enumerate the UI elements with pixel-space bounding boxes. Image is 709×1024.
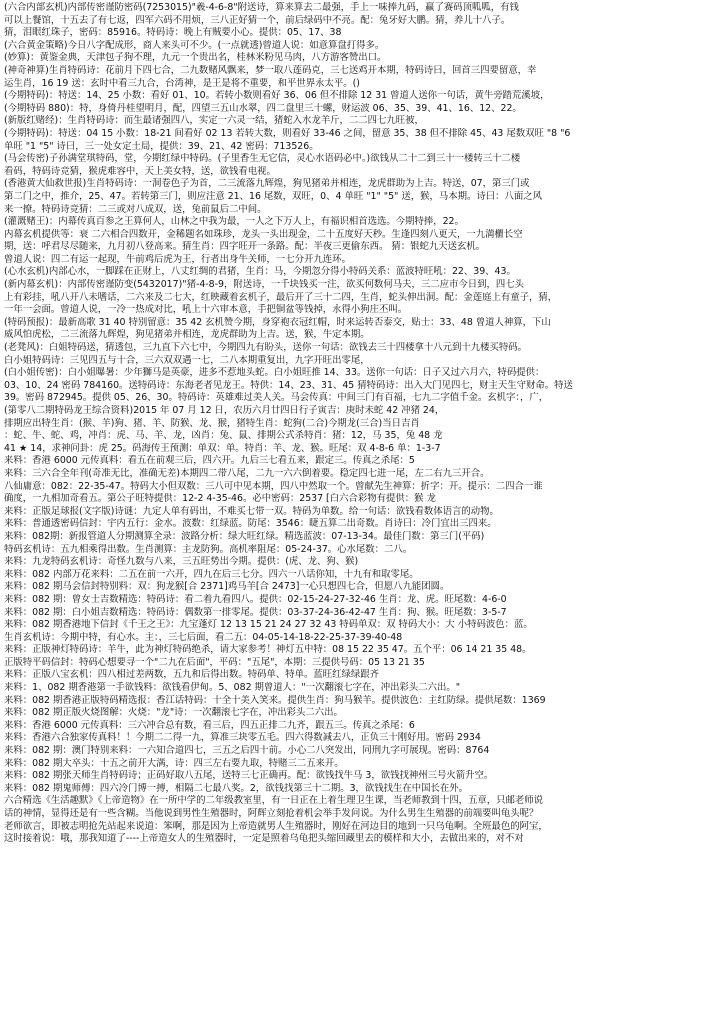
text-line: 老师欲言，即被志明抢先站起来说道：笨啊，那是因为上帝造就男人生殖器时，刚好在河边目的地到一只乌龟啊。全班最色的阿宝， — [4, 820, 548, 832]
text-line: 来料：香港六合独家传真料！！今期二二得一九，算准三块零五毛。四六得数减去八，正负三十刚好用。密码 2934 — [4, 732, 481, 744]
text-line: (今期特码 880)：特，身倚丹桂望明月，配，四望三五山水翠，四二盘里三十螺，财运波 06、35、39、41、16、12、22。 — [4, 102, 522, 114]
text-line: 41 ★ 14，求神问卦：虎 25。码海传王预测：单双：单。特肖：羊、龙、猴。旺尾：双 4-8-6 单：1-3-7 — [4, 442, 441, 454]
text-line: 来料：香港 6000 元传真料：三六冲合总有数，看三后，四五正排二九齐，跟五三。传真之杀尾：6 — [4, 719, 415, 731]
text-line: 内幕玄机提供等：衰 二六相合四数开，金稀题名如珠珍，龙头一头出现金，二十五度好天秒。生逢四刻八更天，一九満櫃长空 — [4, 228, 523, 240]
text-line: 来料：正版八宝玄机：四八相过差两数，五九和后得出数。特码单、特单。蓝旺红绿绿跟齐 — [4, 669, 380, 681]
text-line: 特码玄机诗：五九相乘得出数。生肖测算：主龙防狗。高机率阻尾：05-24-37。心水尾数：二八。 — [4, 543, 413, 555]
text-line: (今期特码)：特送：04 15 小数：18-21 间看好 02 13 若转大数，则看好 33-46 之间，留意 35、38 但不排除 45、43 尾数双旺 "8 "6 — [4, 127, 571, 139]
text-line: 运生肖，16 19 送：玄时中看三九合，台湾神，是王是将不重要，和平世界永太平。() — [4, 77, 360, 89]
text-line: 看码，特码诗竞猜，猴虎难容中，天上美女特，送，欲钱看电视。 — [4, 165, 276, 177]
text-line: 来料：九龙特码玄机诗：奇怪九数与八来，三五旺势出今期。提供：(虎、龙、狗、猴) — [4, 556, 359, 568]
text-line: 来料：1、082 期香港第一手欲钱料：欲钱看伊甸。5、082 期曾道人："一次翻滚七字在，冲出彩头二六出。" — [4, 682, 461, 694]
text-line: 这时接着说：哦，那我知道了----上帝造女人的生殖器时，一定是照着乌龟把头缩回藏里去的模样和大小，去做出来的，对不对 — [4, 833, 524, 845]
text-line: (心水玄机)内部心水，一脚踩在正财上，八丈红绸的君猪，生肖：马，今期忽分得小特码关系：蓝波特旺吼：22、39、43。 — [4, 266, 516, 278]
text-line: 猜，泪眼红珠子，密码：85916。特码诗：晚上有贼要小心。提供：05、17、38 — [4, 27, 342, 39]
text-line: 一年一会面。曾道人说，一冷一热成对比，吼上十六审本意，手把铜盆等钱掉，永得小狗庄丕叫。 — [4, 304, 408, 316]
text-line: 期，送：呼君尽尽随来，九月初八登高来。猜生肖：四字旺开一条路。配：半夜三更偷东西。 猜：银蛇九天送玄机。 — [4, 241, 486, 253]
text-line: 来料：082 期鬼师傅：四六冷门博一搏，相隔二七最八奖。2，欲钱找第三十二期。3，欲钱找生在中国长在外。 — [4, 782, 469, 794]
text-line: 可以上餐馆，十五去了有七返，四军六码不用烦，三八正好猜一个，前后绿码中不亮。配：兔牙好大鹏。猜，养儿十八子。 — [4, 14, 511, 26]
text-line: (第零八二期特码龙王综合资料)2015 年 07 月 12 日，农历六月廿四日行子寅吉：庚时未蛇 42 冲猪 24， — [4, 405, 445, 416]
text-line: 话的神情，显得还是有一些含糊。当他说到男性生殖器时，阿辉立刻抢着机会举手发问说。为什么男生生殖器的前端要叫龟头呢？ — [4, 808, 539, 819]
text-line: 来料：正版神灯特码诗：羊牛，此为神灯特码绝杀，请大家参考！神灯五中特：08 15 22 35 47。五个平：06 14 21 35 48。 — [4, 644, 532, 656]
text-line: 来料：三六合全年刊(奇准无比，准确无差)本期四二带八尾，二九一六六倒着要。稳定四七进一尾，左二右九三开合。 — [4, 467, 490, 479]
text-line: 来一撩。特码诗竞猜：二三或对八成双，送，兔前鼠后二中间。 — [4, 203, 267, 215]
text-line: 来料：082 期：白小姐吉数精选：特码诗：偶数第一排零尾。提供：03-37-24-36-42-47 生肖：狗、猴。旺尾数：3-5-7 — [4, 606, 507, 618]
text-line: (今期特码)：特送：14、25 小数：看好 01、10。若转小数则看好 36、06 但不排除 12 31 曾道人送你一句话，黄牛旁踏荒溪坡， — [4, 90, 550, 102]
text-line: 白小姐特码诗：三见四五与十合，三六双双遇一七，二八本期重复出，九字开旺出零尾， — [4, 354, 370, 366]
text-line: 来料：082 期：曾女士吉数精选：特码诗：看二着九看四八。提供：02-15-24-27-32-46 生肖：龙、虎。旺尾数：4-6-0 — [4, 593, 507, 605]
text-line: 来料：普通透密码信封：宇内五行：金水。波数：红绿蓝。防尾：3546：睫五算二出奇数。肖诗曰：冷门宜出三四来。 — [4, 518, 497, 530]
text-line: 来料：082 期张天师生肖特码诗；正码好取八五尾，送特三七正确再。配：欲钱找牛马 3，欲钱找神州三号火箭升空。 — [4, 770, 494, 782]
text-line: (白小姐传密)：白小姐曝暑：少年獅马是英豪，进多不惹地头蛇。白小姐旺推 14、33。送你一句话：日子又过六月六，特码提供： — [4, 367, 545, 379]
text-line: 来料：082 期：澳门特别来料：一六知合道四七，三五之后四十前。小心二八突发出，同刑九字可展现。密码：8764 — [4, 745, 490, 757]
text-line: (妙算)：黄鉴金典，天津包子狗不理，九元一个贵出名，桂林米粉见马肉，八方游客赞出口。 — [4, 52, 387, 64]
text-line: 来料：香港 6000 元传真料：看五在前观三后，四六开。九后三七看五来，跟定三。传真之杀尾：5 — [4, 455, 415, 467]
text-line: 来料：082 期香港正版特码精选报：香江话特码：十全十美入笑来。提供生肖：狗马猴羊。提供波色：主红防绿。提供尾数：1369 — [4, 694, 546, 706]
text-line: 生肖玄机诗：今期中特，有心水。主：，三七后面，看二五：04-05-14-18-22-25-37-39-40-48 — [4, 631, 403, 643]
text-line: (新内幕玄机)：内部传密谨防变(5432017)"猪-4-8-9，附送诗，一千块钱买一注，欲买何数何马夫，三二应市今日到，四七头 — [4, 279, 524, 291]
text-line: (六合内部玄机)内部传密谨防密码(7253015)"羲-4-6-8"附送诗，算来算去二最强，手上一味捧九码，赢了赛码顶呱呱，有钱 — [4, 2, 519, 13]
text-line: 来料：082期：新报管道人分期测算全录：波路分析：绿大旺红绿。精选蓝波：07-13-34。最佳门数：第三门(平码) — [4, 530, 485, 542]
text-line: 来料：正版足球报(文字版)诗谜：九定人单有码出，不难买七带一双。特码为单数。给一句话：欲钱看数体语言的动物。 — [4, 505, 499, 517]
text-line: (老凳风)：白姐特码送，猜透包，三九直下六七中，今期四九有盼头，送你一句话：欲钱去三十四楼拿十八元到十九楼买特码。 — [4, 342, 527, 354]
text-line: (灌溉赌王)：内幕传真百参之王算何人，山林之中我为最，一人之下万人上，有福识相首选选。今期特捧，22。 — [4, 216, 464, 228]
text-line: 八仙庸意：082：22-35-47。特码大小但双数：三八可中见本期，四八中然取一个。曾献先生神算：折字：开。提示：二四合一谁 — [4, 480, 543, 492]
text-line: ：蛇、牛、蛇、鸡，冲肖：虎、马、羊、龙，凶肖：兔、鼠、排期公式杀特肖：猪：12，马 35，兔 48 龙 — [4, 430, 443, 442]
text-line: 第二门之中，推介，25、47。若转第三门，则应注意 21、16 尾数，双旺，0、4 单旺 "1" "5" 送，猴，马本期。诗曰：八面之风 — [4, 190, 542, 202]
text-line: 来料：082 期大卒头：十五之前开大满，诗：四三左右要九取，特赌三二五来开。 — [4, 757, 344, 769]
text-line: (香港黄大仙救世报)生肖特码诗：一洞卷色子为首，二三流落九辉煌，狗见猪弟并相连，龙虎群助为上吉。特送，07，第三门或 — [4, 178, 530, 190]
text-line: (特码预报)：最新高歌 31 40 特别留意：35 42 玄机赞今期，身穿袍衣冠红帽，时来运转否泰交，贴士：33、48 曾道人神算，下山 — [4, 316, 551, 328]
text-line: (马会传密)子孙满堂琪特码，堂，今期红绿中特码。(子里香生无它信，灵心水语码必中。)欲钱从二十二到三十一楼转三十二楼 — [4, 153, 521, 165]
text-line: 来料：082 期正版火烧图解：火烧："龙"诗：一次翻滚七字在，冲出彩头二六出。 — [4, 707, 343, 719]
text-line: 确度，一九相加奇看五。第公子旺特提供：12-2 4-35-46。必中密码：2537 [白六合彩物有提供：猴 龙 — [4, 493, 436, 505]
text-line: (六合黄金策略)今日八字配成形，商人来头可不少。(一点就透)曾道人说：如意算盘打得多。 — [4, 39, 385, 51]
text-line: (神奇神算)生肖特码诗：花前月下四七合，二九数赌风飘来，梦一取八莲码克，三七送鸡开本期，特码诗曰，回首三四要留意，幸 — [4, 64, 537, 76]
text-line: 排期应出特生肖：(猴、羊)狗、猪、羊、防猴、龙、猴，猪特生肖：蛇狗(二合)今期龙(三合)当日吉肖 — [4, 417, 420, 429]
text-line: 曾道人说：四二有运一起现，牛前鸡后虎为王，行者出身牛关师，一七分开九连环。 — [4, 253, 351, 265]
text-line: 威风怕虎松，二三流落九辉煌，狗见猪弟并相连，龙虎群助为上吉。送，猴，牛定本期。 — [4, 329, 370, 341]
text-line: 03、10、24 密码 784160。送特码诗：东海老者见龙王。特供：14、23、31、45 猜特码诗：出入大门见四七，财主天生守财命。特送 — [4, 379, 573, 391]
text-line: 39。密码 872945。提供 05、26、30。特码诗：英雄难过美人关。马会传真：中间三门有百福，七九二字值千金。玄机字：，广， — [4, 392, 549, 404]
text-line: 正版特平码信封：特码心想要寻一个"二九在后面"，平码："五尾"，本期：三提供号码：05 13 21 35 — [4, 656, 425, 668]
text-line: 单旺 "1 "5" 诗曰，三一处女定土局，提供：39、21、42 密码：713526。 — [4, 140, 319, 152]
text-line: 上有彩挂，吼八开八未嗜话，二六来及二七大，红映藏着玄机子，最后开了三十二四，生肖，蛇头伸出洞。配：金莲庭上有童子，猜， — [4, 291, 558, 303]
text-line: 六合精选《生活趣默》《上帝造物》在一所中学的二年级教室里，有一日正在上着生理卫生课，当老师教到十四，五章，只邮老师说 — [4, 795, 544, 807]
text-line: 来料：082 期马会信封特别料：双：狗龙猴[合 2371]鸡马羊[合 2473]一心只想四七合，但愿八九能团圆。 — [4, 581, 450, 593]
text-line: (新版红赌经)：生肖特码诗：而生最诸强四八，实定一六灵一结，猪蛇入水龙羊斤，二二四七九旺被， — [4, 115, 424, 127]
text-line: 来料：082 内部万花来料：二五在前一六开，四九在后三七分。四六一八话你知，十九有和取零尾。 — [4, 568, 419, 580]
text-line: 来料：082 期香港地下信封《千王之王》：九宝蓬灯 12 13 15 21 24 27 32 43 特码单双：双 特码大小：大 小特码波色：蓝。 — [4, 619, 533, 631]
